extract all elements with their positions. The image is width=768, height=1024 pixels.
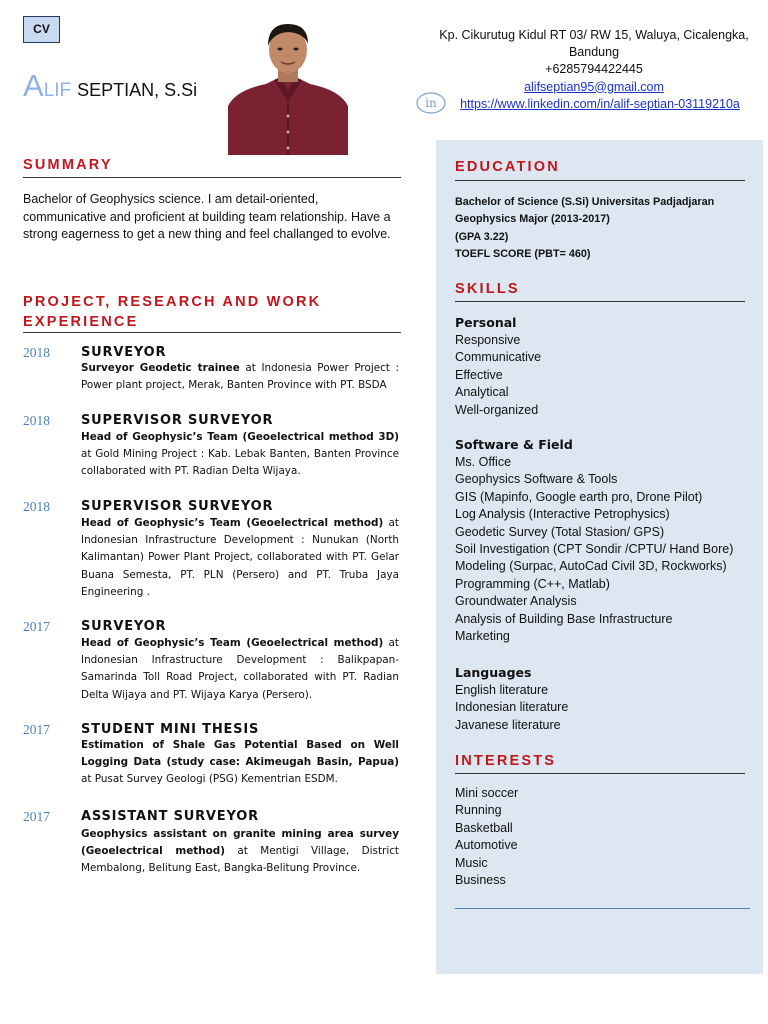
profile-photo bbox=[228, 18, 348, 155]
skill-item: Geophysics Software & Tools bbox=[455, 472, 618, 487]
name-initial: A bbox=[23, 68, 44, 103]
exp-title: STUDENT MINI THESIS bbox=[81, 722, 260, 737]
skill-item: Analytical bbox=[455, 385, 509, 400]
interest-item: Music bbox=[455, 855, 488, 870]
profile-photo-image bbox=[228, 18, 348, 155]
name-first-rest: LIF bbox=[43, 80, 72, 101]
linkedin-icon[interactable] bbox=[416, 92, 446, 114]
address-line-2: Bandung bbox=[568, 45, 620, 60]
exp-desc-bold: Head of Geophysic’s Team (Geoelectrical method) bbox=[81, 517, 384, 529]
skill-item: Modeling (Surpac, AutoCad Civil 3D, Rockworks) bbox=[455, 559, 727, 574]
education-line: TOEFL SCORE (PBT= 460) bbox=[455, 248, 591, 261]
skills-heading: SKILLS bbox=[455, 281, 520, 297]
exp-title: SUPERVISOR SURVEYOR bbox=[81, 413, 274, 428]
exp-desc-rest: at Indonesian Infrastructure Development : Balikpapan-Samarinda Toll Road Project, collaborated with PT. Radian Delta Wijaya and PT. Wijaya Karya (Persero). bbox=[81, 637, 399, 701]
personal-skills-list bbox=[455, 332, 541, 419]
exp-year: 2017 bbox=[23, 722, 50, 737]
exp-year: 2018 bbox=[23, 413, 50, 428]
skill-item: Analysis of Building Base Infrastructure bbox=[455, 611, 673, 626]
linkedin-row bbox=[420, 96, 768, 113]
skill-item: Ms. Office bbox=[455, 455, 512, 469]
interest-item: Mini soccer bbox=[455, 786, 519, 800]
education-line: Bachelor of Science (S.Si) Universitas Padjadjaran bbox=[455, 196, 715, 208]
exp-description bbox=[81, 737, 399, 789]
exp-description bbox=[81, 826, 399, 878]
interests-heading: INTERESTS bbox=[455, 753, 557, 769]
email-link[interactable]: alifseptian95@gmail.com bbox=[524, 79, 664, 94]
languages-list bbox=[455, 682, 568, 734]
exp-desc-bold: Head of Geophysic’s Team (Geoelectrical method) bbox=[81, 637, 384, 649]
summary-heading: SUMMARY bbox=[23, 157, 113, 173]
exp-desc-rest: at Gold Mining Project : Kab. Lebak Banten, Banten Province collaborated with PT. Radian Delta Wijaya. bbox=[81, 448, 399, 478]
language-item: English literature bbox=[455, 683, 549, 697]
interest-item: Basketball bbox=[455, 820, 513, 835]
exp-desc-bold: Head of Geophysic’s Team (Geoelectrical method 3D) bbox=[81, 431, 399, 443]
exp-desc-rest: at Pusat Survey Geologi (PSG) Kementrian ESDM. bbox=[81, 773, 338, 786]
exp-description bbox=[81, 429, 399, 481]
education-line: Geophysics Major (2013-2017) bbox=[455, 213, 610, 226]
name-last: SEPTIAN, S.Si bbox=[77, 80, 198, 100]
phone-number: +6285794422445 bbox=[545, 62, 643, 77]
summary-text: Bachelor of Geophysics science. I am detail-oriented, communicative and proficient at building team relationship. Have a strong eagerness to get a new thing and feel challanged to evolve. bbox=[23, 192, 391, 242]
exp-title: ASSISTANT SURVEYOR bbox=[81, 809, 259, 824]
exp-title: SUPERVISOR SURVEYOR bbox=[81, 499, 274, 514]
skill-item: Marketing bbox=[455, 629, 510, 644]
linkedin-icon-text: in bbox=[425, 95, 437, 110]
exp-desc-bold: Surveyor Geodetic trainee bbox=[81, 362, 240, 374]
experience-divider bbox=[23, 332, 401, 333]
experience-heading: PROJECT, RESEARCH AND WORK EXPERIENCE bbox=[23, 294, 322, 330]
exp-desc-rest: at Mentigi Village, District Membalong, Belitung East, Bangka-Belitung Province. bbox=[81, 845, 399, 875]
personal-skills-heading: Personal bbox=[455, 315, 517, 330]
address-line-1: Kp. Cikurutug Kidul RT 03/ RW 15, Waluya, Cicalengka, bbox=[439, 28, 749, 42]
language-item: Javanese literature bbox=[455, 717, 561, 732]
interests-divider bbox=[455, 773, 745, 774]
exp-year: 2018 bbox=[23, 499, 50, 514]
skill-item: GIS (Mapinfo, Google earth pro, Drone Pilot) bbox=[455, 489, 703, 504]
education-divider bbox=[455, 180, 745, 181]
skill-item: Soil Investigation (CPT Sondir /CPTU/ Hand Bore) bbox=[455, 542, 734, 557]
exp-year: 2017 bbox=[23, 619, 50, 634]
skill-item: Log Analysis (Interactive Petrophysics) bbox=[455, 507, 670, 522]
language-item: Indonesian literature bbox=[455, 700, 569, 715]
interests-list bbox=[455, 785, 518, 889]
skill-item: Effective bbox=[455, 367, 503, 382]
education-heading: EDUCATION bbox=[455, 159, 560, 175]
education-line: (GPA 3.22) bbox=[455, 230, 509, 243]
cv-tag: CV bbox=[23, 16, 60, 43]
education-details bbox=[455, 194, 755, 264]
skill-item: Programming (C++, Matlab) bbox=[455, 576, 610, 591]
exp-desc-bold: Estimation of Shale Gas Potential Based on Well Logging Data (study case: Akimeugah Basin, Papua) bbox=[81, 739, 399, 769]
exp-desc-rest: at Indonesian Infrastructure Development : Nunukan (North Kalimantan) Power Plant Project, collaborated with PT. Gelar Buana Semesta, PT. PLN (Persero) and PT. Truba Jaya Engineering . bbox=[81, 517, 399, 598]
skill-item: Geodetic Survey (Total Stasion/ GPS) bbox=[455, 524, 665, 539]
interests-end-divider bbox=[455, 908, 750, 909]
exp-description bbox=[81, 515, 399, 601]
contact-block bbox=[420, 27, 768, 113]
exp-title: SURVEYOR bbox=[81, 619, 167, 634]
summary-divider bbox=[23, 177, 401, 178]
exp-year: 2017 bbox=[23, 809, 50, 824]
interest-item: Business bbox=[455, 873, 506, 888]
software-skills-list bbox=[455, 454, 733, 645]
skill-item: Communicative bbox=[455, 350, 542, 365]
exp-description bbox=[81, 635, 399, 704]
skill-item: Groundwater Analysis bbox=[455, 594, 577, 609]
skill-item: Well-organized bbox=[455, 402, 539, 417]
exp-desc-bold: Geophysics assistant on granite mining area survey (Geoelectrical method) bbox=[81, 828, 399, 858]
skills-divider bbox=[455, 301, 745, 302]
exp-desc-rest: at Indonesia Power Project : Power plant project, Merak, Banten Province with PT. BSDA bbox=[81, 362, 399, 392]
linkedin-link[interactable]: https://www.linkedin.com/in/alif-septian-03119210a bbox=[460, 96, 740, 111]
software-skills-heading: Software & Field bbox=[455, 437, 573, 452]
skill-item: Responsive bbox=[455, 333, 521, 347]
candidate-name bbox=[23, 68, 197, 104]
exp-title: SURVEYOR bbox=[81, 345, 167, 360]
interest-item: Running bbox=[455, 803, 502, 818]
languages-heading: Languages bbox=[455, 665, 532, 680]
exp-description bbox=[81, 360, 399, 394]
interest-item: Automotive bbox=[455, 838, 518, 853]
exp-year: 2018 bbox=[23, 345, 50, 360]
